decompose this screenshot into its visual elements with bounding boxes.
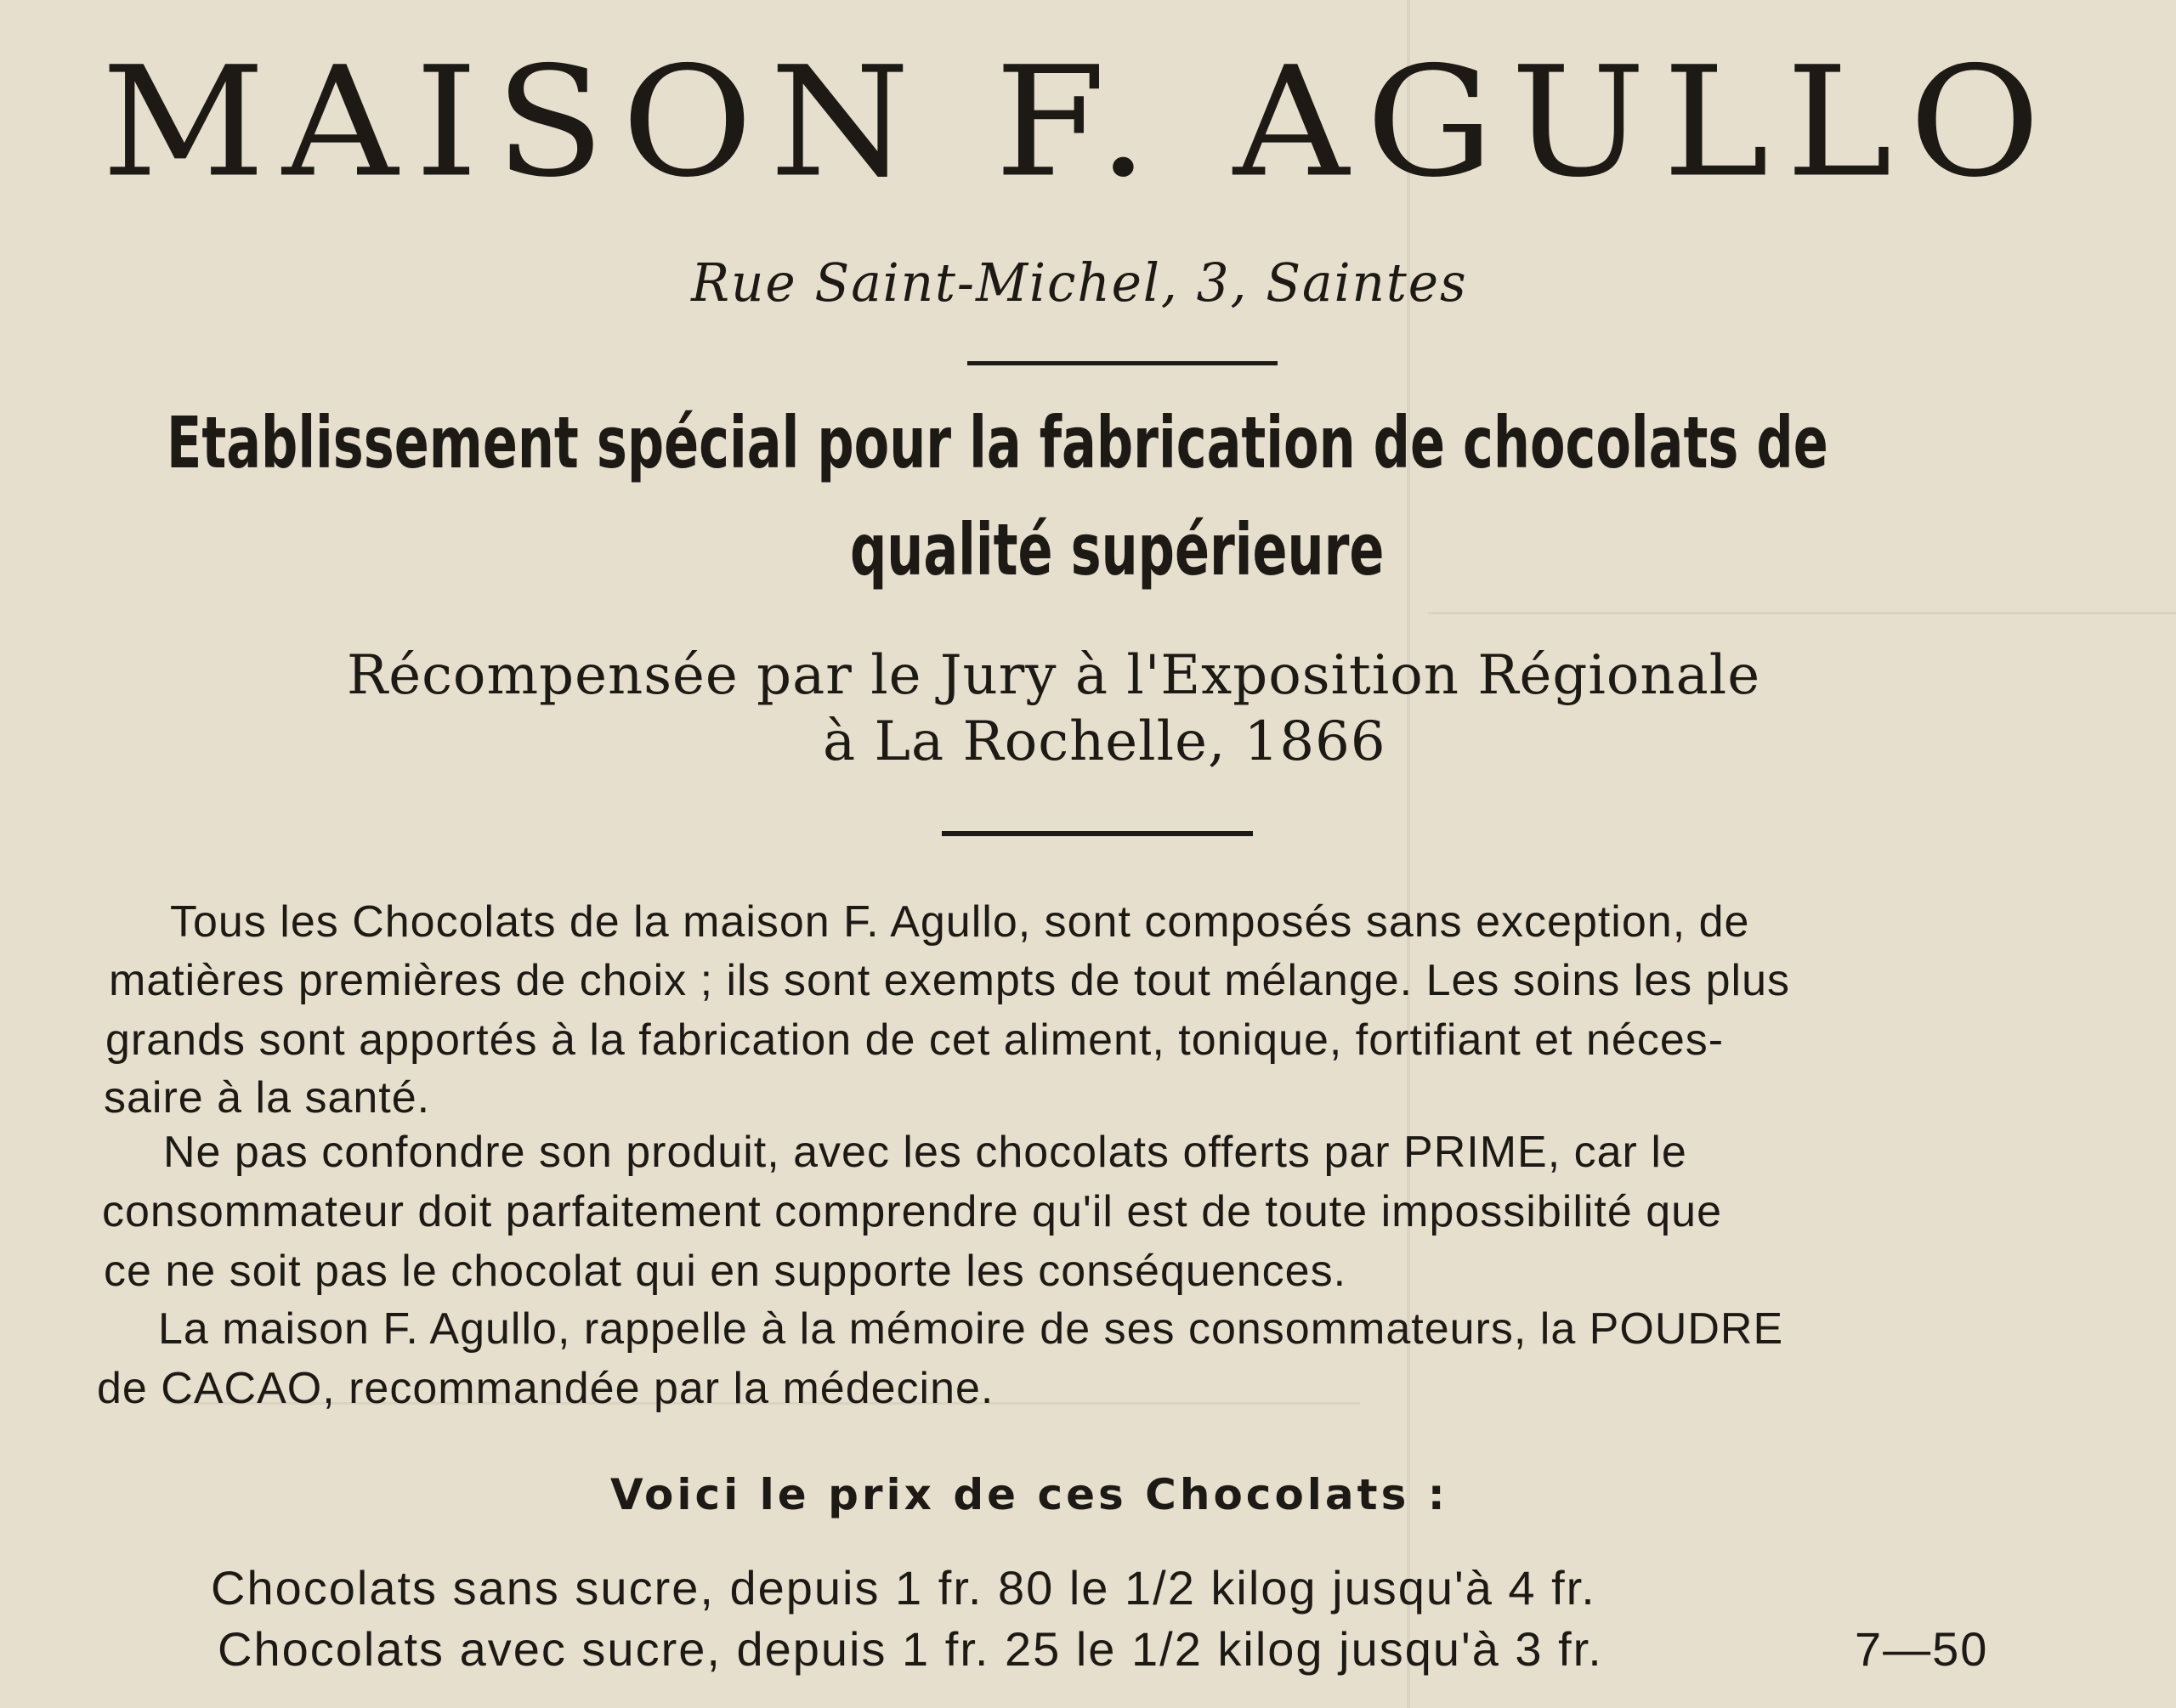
ad-title: MAISON F. AGULLO bbox=[101, 34, 2058, 211]
paragraph-line: Tous les Chocolats de la maison F. Agullo, sont composés sans exception, de bbox=[170, 897, 1750, 947]
paragraph-line: saire à la santé. bbox=[104, 1073, 431, 1123]
divider-top bbox=[967, 361, 1278, 365]
price-heading: Voici le prix de ces Chocolats : bbox=[610, 1470, 1448, 1519]
paragraph-line: de CACAO, recommandée par la médecine. bbox=[97, 1364, 994, 1413]
price-line-avec-sucre: Chocolats avec sucre, depuis 1 fr. 25 le 1/2 kilog jusqu'à 3 fr. bbox=[218, 1622, 1603, 1676]
paragraph-line: La maison F. Agullo, rappelle à la mémoire de ses consommateurs, la POUDRE bbox=[158, 1304, 1784, 1354]
paragraph-line: grands sont apportés à la fabrication de cet aliment, tonique, fortifiant et néces- bbox=[105, 1015, 1725, 1065]
heading-line-2: qualité supérieure bbox=[850, 508, 1385, 591]
reference-number: 7—50 bbox=[1855, 1622, 1989, 1676]
paragraph-line: consommateur doit parfaitement comprendre qu'il est de toute impossibilité que bbox=[102, 1187, 1722, 1236]
award-line-1: Récompensée par le Jury à l'Exposition Régionale bbox=[347, 644, 1761, 707]
paragraph-line: ce ne soit pas le chocolat qui en supporte les conséquences. bbox=[104, 1247, 1347, 1296]
divider-middle bbox=[942, 831, 1253, 836]
paragraph-line: matières premières de choix ; ils sont exempts de tout mélange. Les soins les plus bbox=[109, 956, 1791, 1005]
paragraph-line: Ne pas confondre son produit, avec les chocolats offerts par PRIME, car le bbox=[163, 1128, 1687, 1177]
price-line-sans-sucre: Chocolats sans sucre, depuis 1 fr. 80 le 1/2 kilog jusqu'à 4 fr. bbox=[211, 1561, 1596, 1615]
award-line-2: à La Rochelle, 1866 bbox=[823, 710, 1386, 773]
heading-line-1: Etablissement spécial pour la fabrication de chocolats de bbox=[167, 401, 1828, 484]
ad-address: Rue Saint-Michel, 3, Saintes bbox=[691, 252, 1468, 314]
